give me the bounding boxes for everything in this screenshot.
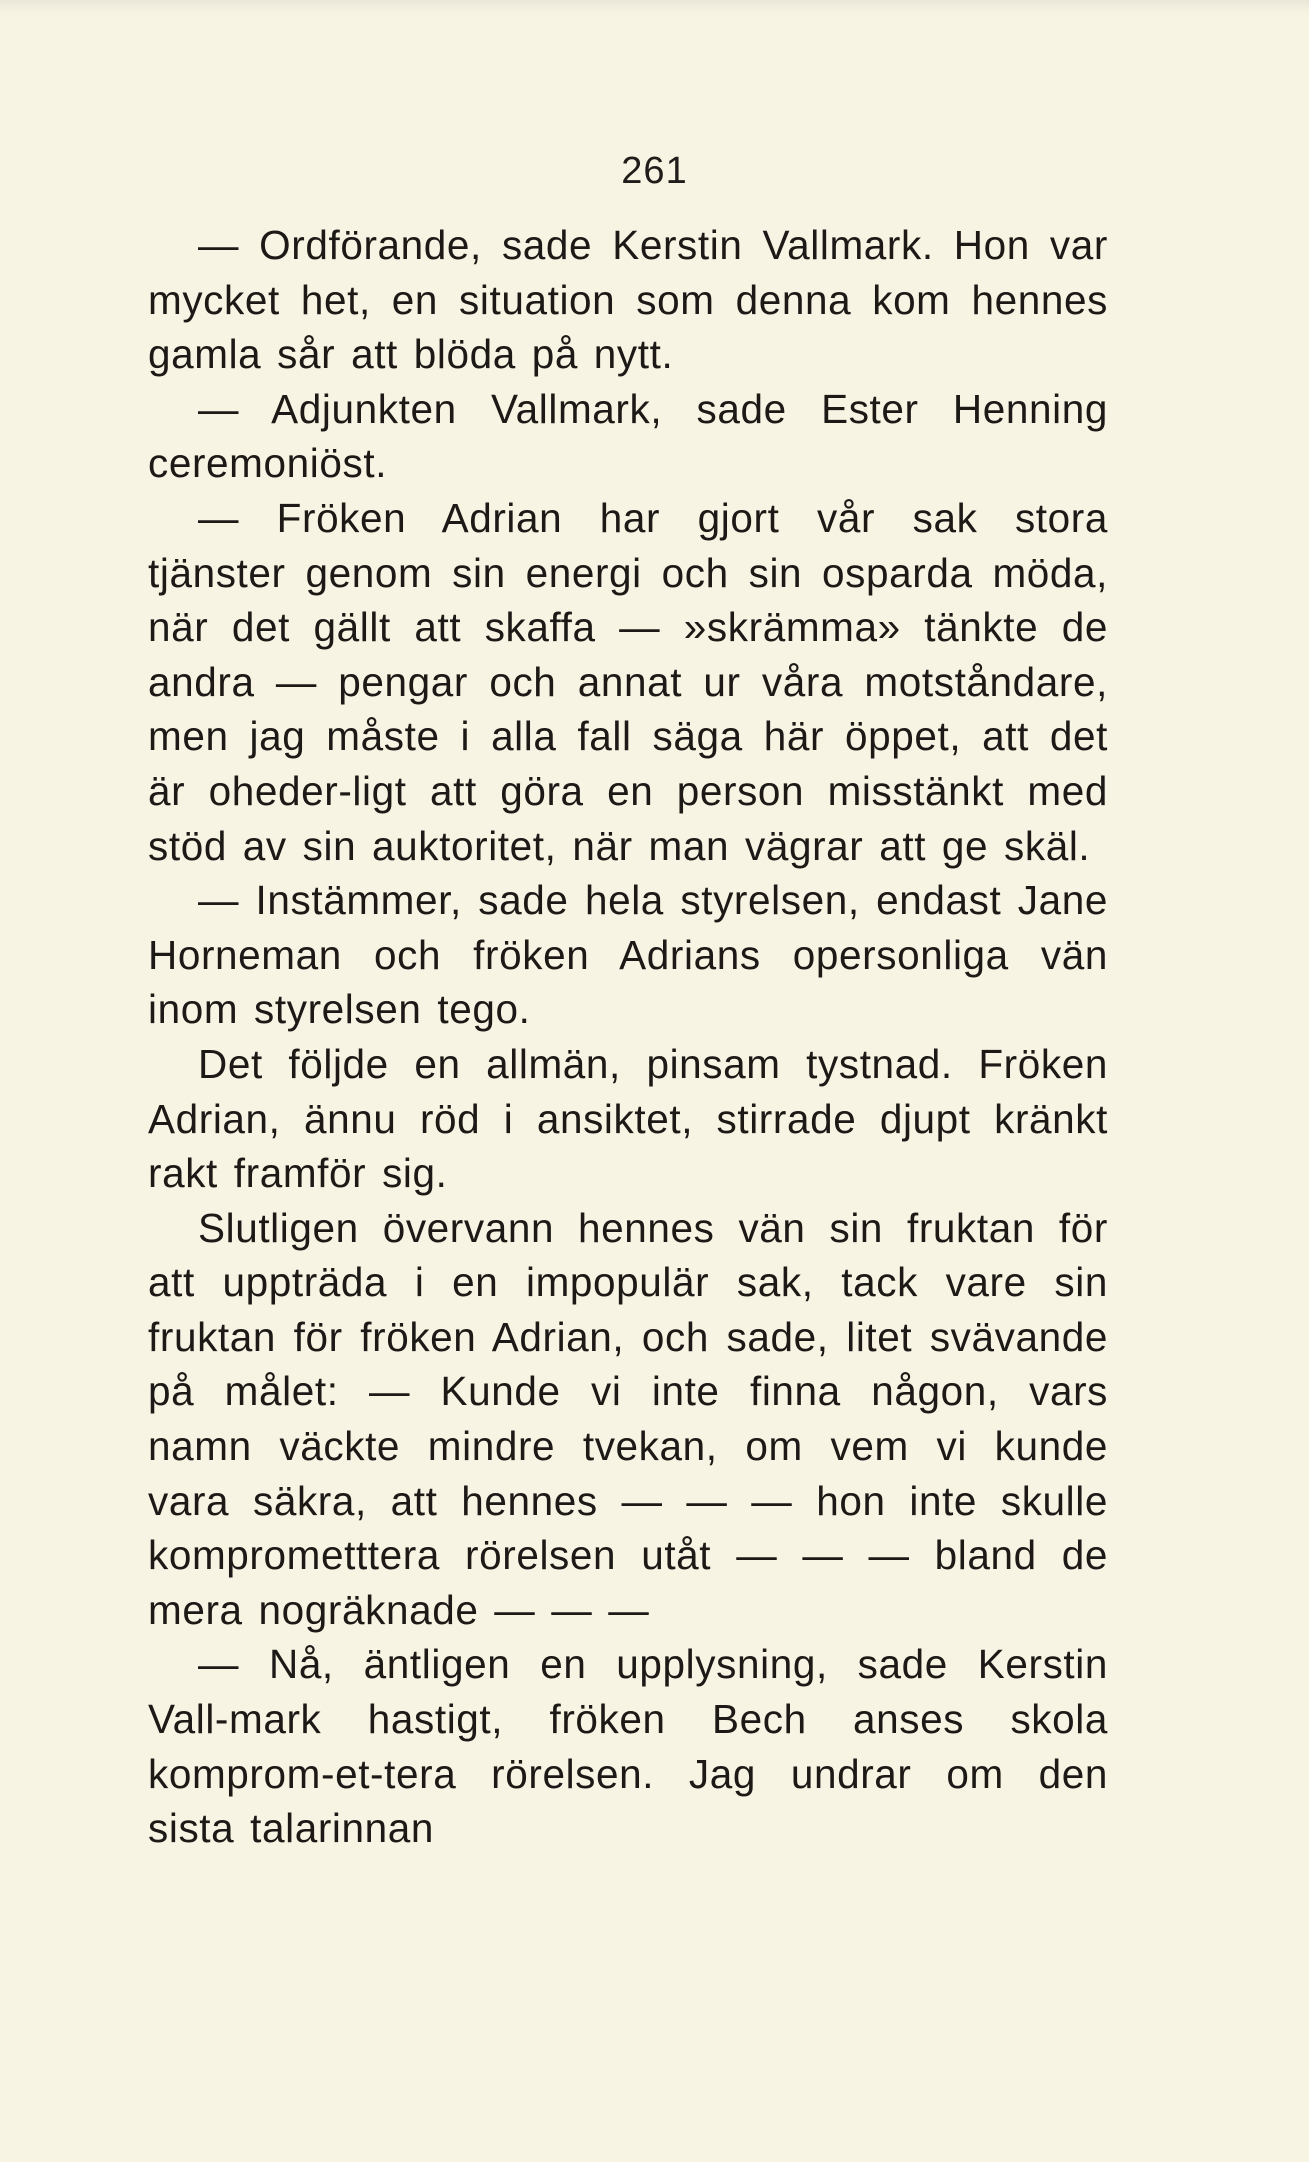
- paragraph-2: — Adjunkten Vallmark, sade Ester Henning ceremoniöst.: [148, 385, 1108, 487]
- body-text: [148, 218, 1108, 1856]
- paragraph-6: Slutligen övervann hennes vän sin fruktan för att uppträda i en impopulär sak, tack vare sin fruktan för fröken Adrian, och sade, litet svävande på målet: — Kunde vi inte finna någon, vars namn väckte mindre tvekan, om vem vi kunde vara säkra, att hennes — — — hon inte skulle komprometttera rörelsen utåt — — — bland de mera nogräknade — — —: [148, 1204, 1108, 1633]
- paragraph-3: — Fröken Adrian har gjort vår sak stora tjänster genom sin energi och sin osparda möda, när det gällt att skaffa — »skrämma» tänkte de andra — pengar och annat ur våra motståndare, men jag måste i alla fall säga här öppet, att det är oheder-ligt att göra en person misstänkt med stöd av sin auktoritet, när man vägrar att ge skäl.: [148, 494, 1108, 869]
- page-edge: [0, 0, 1309, 14]
- paragraph-4: — Instämmer, sade hela styrelsen, endast Jane Horneman och fröken Adrians opersonliga vän inom styrelsen tego.: [148, 877, 1108, 1033]
- paragraph-5: Det följde en allmän, pinsam tystnad. Fröken Adrian, ännu röd i ansiktet, stirrade djupt kränkt rakt framför sig.: [148, 1040, 1108, 1197]
- paragraph-1: — Ordförande, sade Kerstin Vallmark. Hon var mycket het, en situation som denna kom hennes gamla sår att blöda på nytt.: [148, 222, 1108, 378]
- paragraph-7: — Nå, äntligen en upplysning, sade Kerstin Vall-mark hastigt, fröken Bech anses skola komprom-et-tera rörelsen. Jag undrar om den sista talarinnan: [148, 1641, 1108, 1852]
- page-number: 261: [621, 150, 688, 192]
